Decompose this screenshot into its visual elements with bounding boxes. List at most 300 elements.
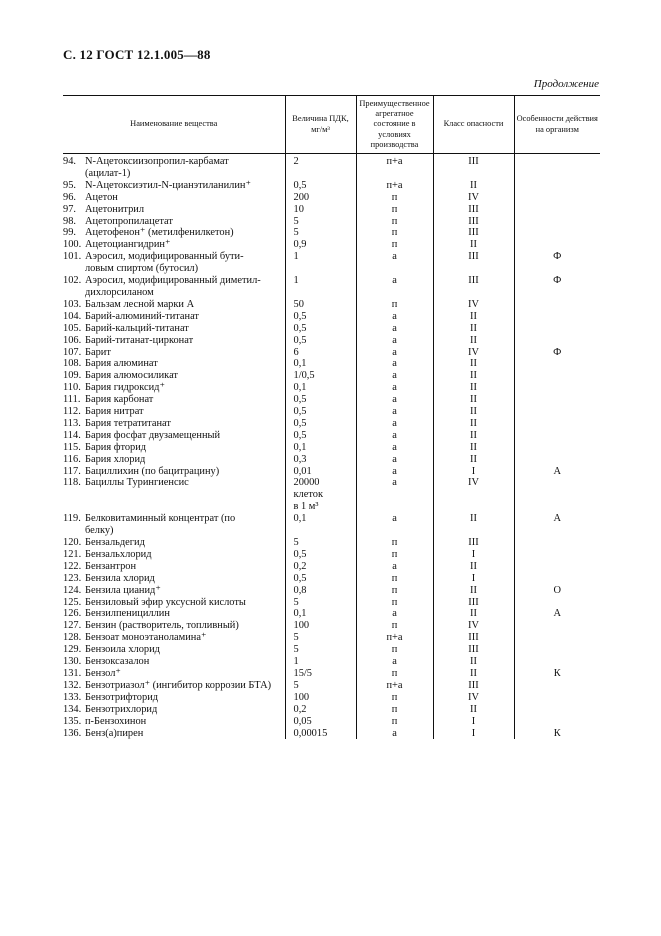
substance-name: Бензоксазалон — [85, 656, 150, 668]
aggregate-state: а — [356, 323, 433, 335]
pdk-value-line: 5 — [293, 596, 299, 608]
row-number: 131. — [63, 667, 82, 679]
hazard-class: II — [433, 394, 514, 406]
hazard-class: II — [433, 406, 514, 418]
substance-name-cell — [63, 442, 285, 454]
table-row — [63, 668, 600, 680]
pdk-value-cell — [285, 406, 356, 418]
substance-name-line — [63, 227, 281, 239]
substance-name-line — [63, 275, 281, 287]
substance-name-line — [63, 347, 281, 359]
hazard-class: IV — [433, 299, 514, 311]
row-number: 105. — [63, 322, 82, 334]
substance-name: Бензила хлорид — [85, 572, 155, 584]
substance-name: N-Ацетоксиэтил-N-цианэтиланилин⁺ — [85, 179, 251, 191]
header-hazard-class: Класс опасности — [433, 96, 514, 154]
substance-name: Аэросил, модифицированный бути- — [85, 251, 244, 263]
substance-name-line — [63, 394, 281, 406]
substance-name-line — [63, 335, 281, 347]
substance-name: Бензин (растворитель, топливный) — [85, 620, 239, 632]
pdk-value-line: 100 — [293, 620, 310, 632]
substance-name: Бария фосфат двузамещенный — [85, 429, 221, 441]
pdk-value-line: 5 — [293, 537, 299, 549]
substance-name-cell — [63, 418, 285, 430]
action-features: А — [514, 513, 600, 537]
pdk-value-line: 20000 — [293, 477, 320, 489]
table-row — [63, 382, 600, 394]
aggregate-state: п — [356, 204, 433, 216]
table-row — [63, 620, 600, 632]
action-features — [514, 358, 600, 370]
substance-name-cell — [63, 323, 285, 335]
substance-name-line — [63, 204, 281, 216]
pdk-value-cell — [285, 704, 356, 716]
row-number: 100. — [63, 239, 82, 251]
substance-name-cell — [63, 406, 285, 418]
table-row — [63, 180, 600, 192]
hazard-class: II — [433, 430, 514, 442]
table-row — [63, 442, 600, 454]
pdk-value-cell — [285, 466, 356, 478]
pdk-value-line: в 1 м³ — [293, 501, 319, 513]
hazard-class: II — [433, 311, 514, 323]
substance-name: Ацетонитрил — [85, 203, 145, 215]
pdk-value-cell — [285, 608, 356, 620]
row-number: 129. — [63, 644, 82, 656]
table-header — [63, 96, 600, 154]
row-number: 124. — [63, 584, 82, 596]
aggregate-state: а — [356, 418, 433, 430]
table-row — [63, 192, 600, 204]
action-features — [514, 418, 600, 430]
substance-name-cell — [63, 668, 285, 680]
aggregate-state: п — [356, 597, 433, 609]
row-number: 119. — [63, 513, 81, 525]
hazard-class: II — [433, 561, 514, 573]
substance-name: Бензила цианид⁺ — [85, 584, 161, 596]
aggregate-state: п — [356, 668, 433, 680]
substance-name-line — [63, 608, 281, 620]
pdk-value-line: 5 — [293, 679, 299, 691]
pdk-value-line: 0,00015 — [293, 727, 328, 739]
substance-name: Бензотриазол⁺ (ингибитор коррозии БТА) — [85, 679, 272, 691]
substance-name-line — [63, 192, 281, 204]
substance-name-line — [63, 216, 281, 228]
pdk-value-cell — [285, 154, 356, 180]
aggregate-state: п — [356, 192, 433, 204]
pdk-value-line: 200 — [293, 191, 310, 203]
substance-name: Бария гидроксид⁺ — [85, 382, 165, 394]
pdk-value-line: 0,2 — [293, 560, 307, 572]
substance-name-line — [63, 323, 281, 335]
pdk-value-line: 1 — [293, 275, 299, 287]
substance-name: Бензотрифторид — [85, 691, 159, 703]
action-features — [514, 192, 600, 204]
action-features — [514, 597, 600, 609]
action-features — [514, 644, 600, 656]
substance-name: Бария фторид — [85, 441, 147, 453]
table-row — [63, 573, 600, 585]
action-features — [514, 382, 600, 394]
aggregate-state: п — [356, 704, 433, 716]
pdk-value-cell — [285, 597, 356, 609]
substance-name: Бензоила хлорид — [85, 644, 160, 656]
pdk-value-cell — [285, 656, 356, 668]
substance-name: Ацетофенон⁺ (метилфенилкетон) — [85, 227, 234, 239]
hazard-class: III — [433, 632, 514, 644]
substance-name-line — [63, 251, 281, 263]
substance-name: Бария алюмосиликат — [85, 370, 178, 382]
row-number: 126. — [63, 608, 82, 620]
hazard-class: IV — [433, 477, 514, 513]
hazard-class: I — [433, 466, 514, 478]
substance-name-line — [63, 311, 281, 323]
pdk-value-cell — [285, 549, 356, 561]
substance-name-cell — [63, 549, 285, 561]
substance-name-cell — [63, 561, 285, 573]
pdk-value-line: 2 — [293, 156, 299, 168]
action-features: Ф — [514, 347, 600, 359]
pdk-value-cell — [285, 692, 356, 704]
pdk-value-cell — [285, 370, 356, 382]
substance-name-line — [63, 156, 281, 168]
row-number: 102. — [63, 275, 82, 287]
aggregate-state: а — [356, 454, 433, 466]
substance-name-line — [63, 573, 281, 585]
hazard-class: III — [433, 537, 514, 549]
aggregate-state: а — [356, 382, 433, 394]
substance-name: белку) — [85, 525, 114, 537]
pdk-value-cell — [285, 323, 356, 335]
aggregate-state: п+а — [356, 680, 433, 692]
pdk-value-line: 0,1 — [293, 358, 307, 370]
row-number: 115. — [63, 441, 81, 453]
pdk-value-cell — [285, 394, 356, 406]
action-features: Ф — [514, 251, 600, 275]
substance-name-line — [63, 525, 281, 537]
pdk-value-line: 0,5 — [293, 310, 307, 322]
hazard-class: II — [433, 704, 514, 716]
hazard-class: II — [433, 239, 514, 251]
substance-name: Бария алюминат — [85, 358, 158, 370]
aggregate-state: а — [356, 477, 433, 513]
substance-name: Бациллихин (по бацитрацину) — [85, 465, 220, 477]
substance-name-cell — [63, 299, 285, 311]
hazard-class: II — [433, 442, 514, 454]
aggregate-state: п — [356, 692, 433, 704]
action-features: Ф — [514, 275, 600, 299]
table-row — [63, 216, 600, 228]
substance-name-line — [63, 680, 281, 692]
substance-name: ловым спиртом (бутосил) — [85, 263, 199, 275]
aggregate-state: а — [356, 728, 433, 740]
substance-name: N-Ацетоксиизопропил-карбамат — [85, 156, 229, 168]
substance-name-cell — [63, 573, 285, 585]
substance-name-line — [63, 430, 281, 442]
substance-name-line — [63, 299, 281, 311]
pdk-value-line: 1 — [293, 251, 299, 263]
substance-name: Барий-кальций-титанат — [85, 322, 189, 334]
hazard-class: II — [433, 585, 514, 597]
substance-name-line — [63, 382, 281, 394]
substance-name: Барит — [85, 346, 111, 358]
substance-name: Бария тетратитанат — [85, 417, 171, 429]
hazard-class: II — [433, 382, 514, 394]
aggregate-state: п+а — [356, 180, 433, 192]
substance-name: Бензантрон — [85, 560, 137, 572]
pdk-value-line: 0,9 — [293, 239, 307, 251]
substance-name-line — [63, 239, 281, 251]
substance-name: Бензоат моноэтаноламина⁺ — [85, 632, 207, 644]
action-features: О — [514, 585, 600, 597]
row-number: 113. — [63, 417, 81, 429]
hazard-class: I — [433, 728, 514, 740]
pdk-value-cell — [285, 251, 356, 275]
action-features — [514, 216, 600, 228]
substance-name-line — [63, 561, 281, 573]
row-number: 122. — [63, 560, 82, 572]
substance-name-cell — [63, 513, 285, 537]
row-number: 125. — [63, 596, 82, 608]
hazard-class: II — [433, 418, 514, 430]
substance-name-cell — [63, 382, 285, 394]
substance-name-cell — [63, 716, 285, 728]
pdk-value-cell — [285, 477, 356, 513]
action-features — [514, 573, 600, 585]
substance-name-cell — [63, 180, 285, 192]
substance-name-cell — [63, 644, 285, 656]
pdk-value-line: клеток — [293, 489, 323, 501]
substance-name: Ацетоциангидрин⁺ — [85, 239, 171, 251]
row-number: 101. — [63, 251, 82, 263]
substance-name-cell — [63, 680, 285, 692]
row-number: 121. — [63, 548, 82, 560]
action-features — [514, 335, 600, 347]
hazard-class: II — [433, 180, 514, 192]
action-features — [514, 370, 600, 382]
row-number: 96. — [63, 191, 76, 203]
hazard-class: II — [433, 513, 514, 537]
pdk-value-cell — [285, 358, 356, 370]
substance-name-line — [63, 442, 281, 454]
aggregate-state: а — [356, 358, 433, 370]
table-row — [63, 656, 600, 668]
aggregate-state: п — [356, 585, 433, 597]
table-row — [63, 418, 600, 430]
table-row — [63, 537, 600, 549]
substance-name-cell — [63, 537, 285, 549]
aggregate-state: а — [356, 406, 433, 418]
pdk-value-line: 0,5 — [293, 179, 307, 191]
substance-name-cell — [63, 430, 285, 442]
substance-name-cell — [63, 275, 285, 299]
table-row — [63, 358, 600, 370]
action-features — [514, 204, 600, 216]
row-number: 112. — [63, 406, 81, 418]
page-header: С. 12 ГОСТ 12.1.005—88 — [63, 47, 211, 62]
aggregate-state: а — [356, 311, 433, 323]
row-number: 97. — [63, 203, 76, 215]
aggregate-state: п — [356, 644, 433, 656]
pdk-value-line: 0,1 — [293, 441, 307, 453]
substance-name: Бария хлорид — [85, 453, 146, 465]
pdk-value-cell — [285, 632, 356, 644]
substance-name-cell — [63, 204, 285, 216]
substance-name: п-Бензохинон — [85, 715, 147, 727]
aggregate-state: п — [356, 620, 433, 632]
hazard-class: II — [433, 370, 514, 382]
pdk-value-line: 1 — [293, 656, 299, 668]
substance-name: Бария нитрат — [85, 406, 144, 418]
substance-name-line — [63, 358, 281, 370]
table-row — [63, 680, 600, 692]
action-features — [514, 442, 600, 454]
substance-name-line — [63, 597, 281, 609]
table-row — [63, 204, 600, 216]
substance-name-line — [63, 418, 281, 430]
table-row — [63, 454, 600, 466]
substance-name-line — [63, 704, 281, 716]
aggregate-state: п — [356, 573, 433, 585]
pdk-value-cell — [285, 239, 356, 251]
table-row — [63, 477, 600, 513]
row-number: 132. — [63, 679, 82, 691]
pdk-value-cell — [285, 275, 356, 299]
table-row — [63, 239, 600, 251]
hazard-class: IV — [433, 192, 514, 204]
substance-name-cell — [63, 656, 285, 668]
aggregate-state: а — [356, 656, 433, 668]
hazard-class: II — [433, 656, 514, 668]
substance-name-line — [63, 537, 281, 549]
pdk-value-line: 10 — [293, 203, 304, 215]
aggregate-state: а — [356, 466, 433, 478]
aggregate-state: а — [356, 275, 433, 299]
pdk-value-cell — [285, 513, 356, 537]
pdk-value-cell — [285, 180, 356, 192]
action-features — [514, 299, 600, 311]
hazard-class: II — [433, 358, 514, 370]
hazard-class: I — [433, 716, 514, 728]
pdk-value-line: 0,5 — [293, 394, 307, 406]
pdk-value-cell — [285, 454, 356, 466]
pdk-value-cell — [285, 227, 356, 239]
pdk-value-line: 6 — [293, 346, 299, 358]
substance-name-cell — [63, 370, 285, 382]
substance-name: Бензотрихлорид — [85, 703, 158, 715]
substance-name-cell — [63, 477, 285, 513]
table-row — [63, 597, 600, 609]
table-row — [63, 430, 600, 442]
substance-name-cell — [63, 192, 285, 204]
substance-name: Бальзам лесной марки А — [85, 298, 195, 310]
table-body — [63, 154, 600, 740]
aggregate-state: а — [356, 608, 433, 620]
hazard-class: II — [433, 335, 514, 347]
row-number: 109. — [63, 370, 82, 382]
header-state: Преимущественное агрегатное состояние в условиях производства — [356, 96, 433, 154]
substance-name-line — [63, 656, 281, 668]
pdk-value-line: 0,1 — [293, 382, 307, 394]
table-row — [63, 549, 600, 561]
aggregate-state: а — [356, 335, 433, 347]
hazard-class: II — [433, 454, 514, 466]
row-number: 136. — [63, 727, 82, 739]
action-features: А — [514, 466, 600, 478]
substance-name: Бензальдегид — [85, 537, 145, 549]
action-features — [514, 154, 600, 180]
hazard-class: IV — [433, 620, 514, 632]
substance-name-line — [63, 632, 281, 644]
substance-name-line — [63, 644, 281, 656]
substance-name-line — [63, 466, 281, 478]
hazard-class: III — [433, 216, 514, 228]
pdk-value-line: 0,01 — [293, 465, 312, 477]
aggregate-state: а — [356, 561, 433, 573]
action-features — [514, 239, 600, 251]
row-number: 99. — [63, 227, 76, 239]
action-features — [514, 454, 600, 466]
row-number: 128. — [63, 632, 82, 644]
table-row — [63, 728, 600, 740]
table-row — [63, 275, 600, 299]
aggregate-state: а — [356, 513, 433, 537]
table-row — [63, 347, 600, 359]
substance-name-line — [63, 513, 281, 525]
row-number: 95. — [63, 179, 76, 191]
pdk-value-line: 5 — [293, 632, 299, 644]
pdk-value-line: 15/5 — [293, 667, 312, 679]
pdk-value-line: 0,3 — [293, 453, 307, 465]
table-row — [63, 154, 600, 180]
row-number: 110. — [63, 382, 81, 394]
substance-name-line — [63, 168, 281, 180]
pdk-value-cell — [285, 620, 356, 632]
pdk-value-line: 0,5 — [293, 417, 307, 429]
pdk-value-line: 0,05 — [293, 715, 312, 727]
substance-name-cell — [63, 154, 285, 180]
substance-name-cell — [63, 585, 285, 597]
action-features — [514, 716, 600, 728]
continuation-label: Продолжение — [533, 78, 599, 90]
substance-name-line — [63, 180, 281, 192]
row-number: 123. — [63, 572, 82, 584]
action-features — [514, 227, 600, 239]
substance-name-cell — [63, 394, 285, 406]
hazard-class: III — [433, 680, 514, 692]
aggregate-state: п — [356, 716, 433, 728]
pdk-value-cell — [285, 728, 356, 740]
table-row — [63, 406, 600, 418]
pdk-value-cell — [285, 680, 356, 692]
aggregate-state: п+а — [356, 632, 433, 644]
substance-name-cell — [63, 704, 285, 716]
aggregate-state: а — [356, 347, 433, 359]
pdk-value-cell — [285, 573, 356, 585]
pdk-value-cell — [285, 668, 356, 680]
action-features — [514, 311, 600, 323]
substance-name: Белковитаминный концентрат (по — [85, 513, 236, 525]
hazard-class: II — [433, 323, 514, 335]
substance-name: (ацилат-1) — [85, 167, 131, 179]
substance-name: Бензиловый эфир уксусной кислоты — [85, 596, 246, 608]
pdk-value-cell — [285, 311, 356, 323]
substance-name-cell — [63, 347, 285, 359]
pdk-value-line: 0,5 — [293, 322, 307, 334]
table-row — [63, 394, 600, 406]
substances-table — [63, 95, 600, 739]
table-row — [63, 299, 600, 311]
